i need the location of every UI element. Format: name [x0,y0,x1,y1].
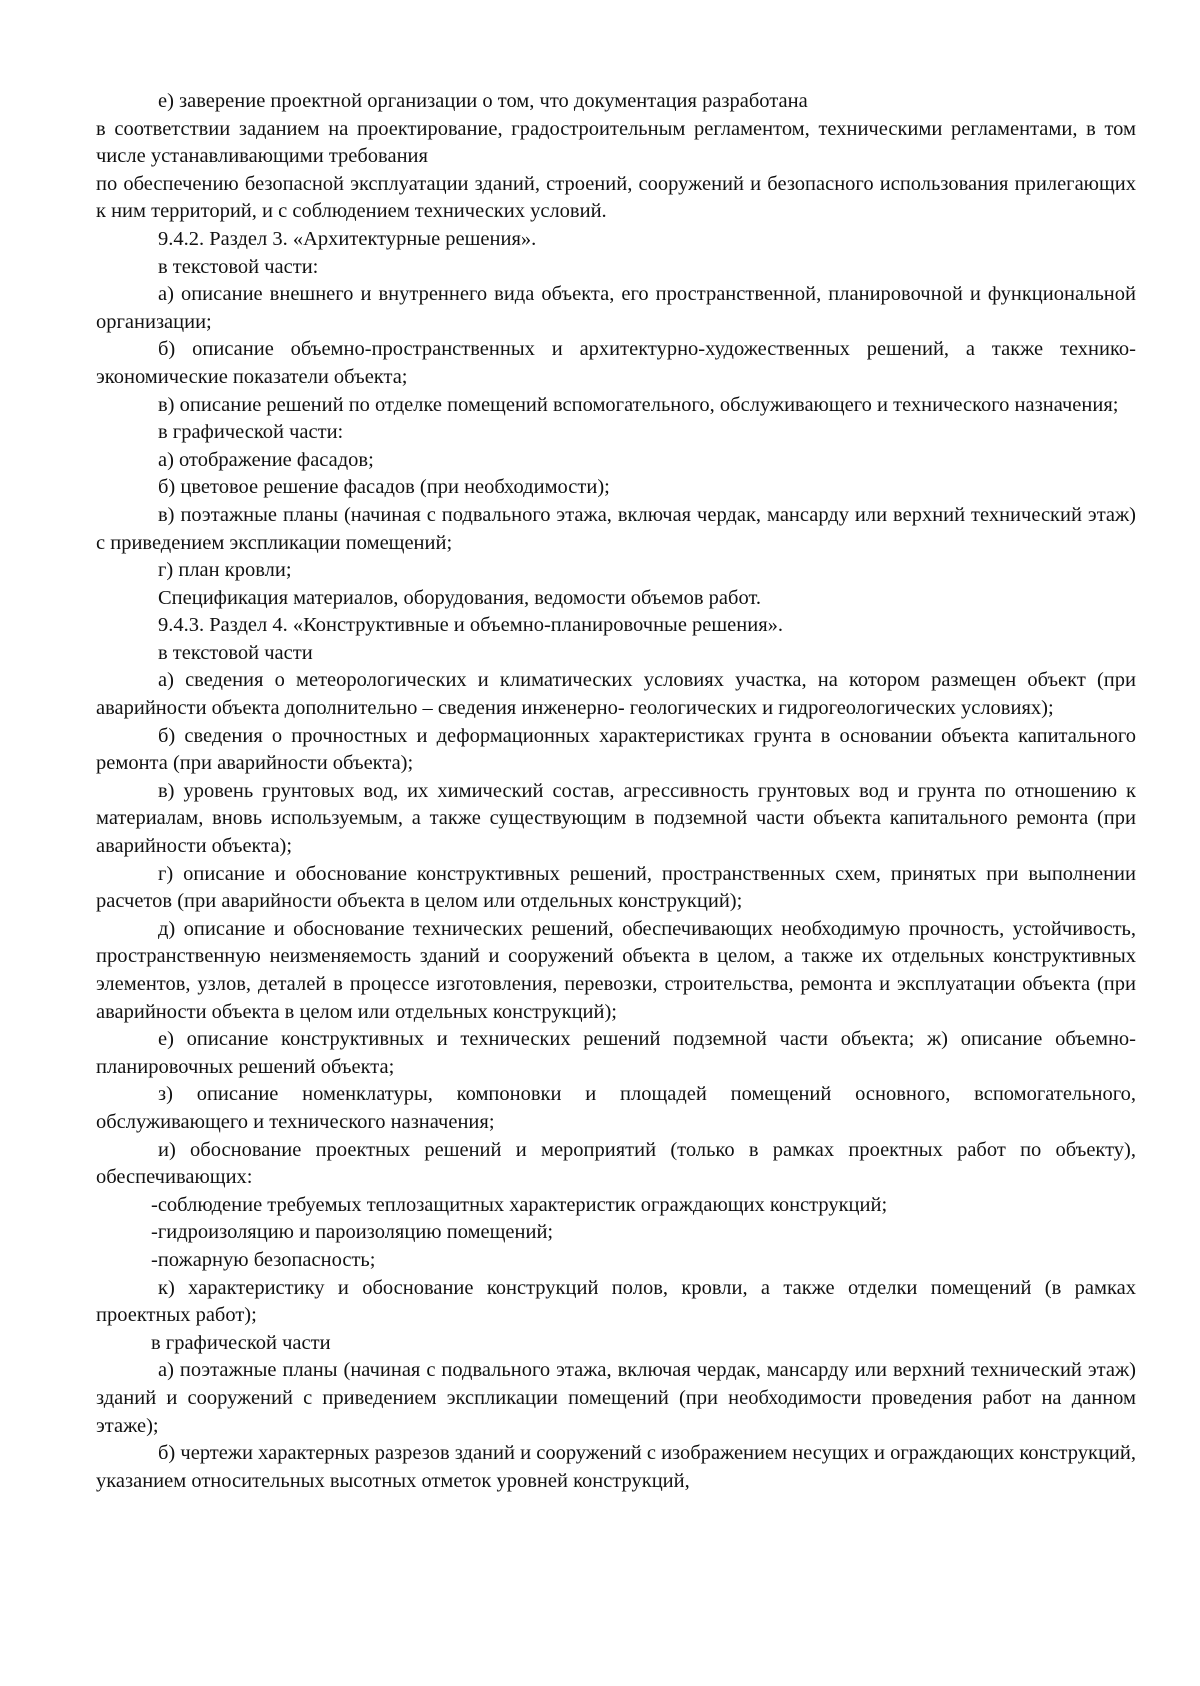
paragraph: по обеспечению безопасной эксплуатации зданий, строений, сооружений и безопасного использования прилегающих к ним территорий, и с соблюдением технических условий. [96,172,1136,223]
paragraph: б) чертежи характерных разрезов зданий и сооружений с изображением несущих и ограждающих конструкций, указанием относительных высотных отметок уровней конструкций, [96,1442,1136,1492]
paragraph: а) сведения о метеорологических и климатических условиях участка, на котором размещен объект (при аварийности объекта дополнительно – сведения инженерно- геологических и гидрогеологических условиях); [96,669,1136,720]
paragraph: -пожарную безопасность; [151,1248,376,1271]
paragraph: -соблюдение требуемых теплозащитных характеристик ограждающих конструкций; [151,1193,888,1216]
paragraph: и) обоснование проектных решений и мероприятий (только в рамках проектных работ по объекту), обеспечивающих: [96,1138,1136,1189]
paragraph: в графической части [151,1331,331,1354]
paragraph: в соответствии заданием на проектирование, градостроительным регламентом, техническими регламентами, в том числе устанавливающими требования [96,117,1136,168]
paragraph: в текстовой части [158,641,313,664]
paragraph: в графической части: [158,421,344,444]
paragraph: б) описание объемно-пространственных и архитектурно-художественных решений, а также технико-экономические показатели объекта; [96,338,1136,388]
paragraph: а) поэтажные планы (начиная с подвального этажа, включая чердак, мансарду или верхний технический этаж) зданий и сооружений с приведением экспликации помещений (при необходимости проведения работ на данном этаже); [96,1359,1136,1437]
paragraph: в текстовой части: [158,255,319,278]
paragraph: в) поэтажные планы (начиная с подвального этажа, включая чердак, мансарду или верхний технический этаж) с приведением экспликации помещений; [96,503,1136,554]
paragraph: Спецификация материалов, оборудования, ведомости объемов работ. [158,586,761,609]
paragraph: д) описание и обоснование технических решений, обеспечивающих необходимую прочность, устойчивость, пространственную неизменяемость зданий и сооружений объекта в целом, а также их отдельных конструктивных элементов, узлов, деталей в процессе изготовления, перевозки, строительства, ремонта и эксплуатации объекта (при аварийности объекта в целом или отдельных конструкций); [96,917,1136,1023]
paragraph: е) заверение проектной организации о том, что документация разработана [158,90,808,112]
paragraph: е) описание конструктивных и технических решений подземной части объекта; ж) описание объемно-планировочных решений объекта; [96,1028,1136,1078]
paragraph: б) цветовое решение фасадов (при необходимости); [158,476,610,499]
paragraph: 9.4.3. Раздел 4. «Конструктивные и объемно-планировочные решения». [158,614,784,637]
paragraph: а) описание внешнего и внутреннего вида объекта, его пространственной, планировочной и функциональной организации; [96,283,1136,333]
paragraph: г) план кровли; [158,559,292,582]
paragraph: в) уровень грунтовых вод, их химический состав, агрессивность грунтовых вод и грунта по отношению к материалам, вновь используемым, а также существующим в подземной части объекта капитального ремонта (при аварийности объекта); [96,779,1136,858]
document-page [96,88,1136,1495]
paragraph: а) отображение фасадов; [158,448,374,471]
paragraph: г) описание и обоснование конструктивных решений, пространственных схем, принятых при выполнении расчетов (при аварийности объекта в целом или отдельных конструкций); [96,862,1136,913]
paragraph: -гидроизоляцию и пароизоляцию помещений; [151,1221,554,1244]
paragraph: з) описание номенклатуры, компоновки и площадей помещений основного, вспомогательного, обслуживающего и технического назначения; [96,1083,1136,1133]
paragraph: б) сведения о прочностных и деформационных характеристиках грунта в основании объекта капитального ремонта (при аварийности объекта); [96,724,1136,775]
paragraph: в) описание решений по отделке помещений вспомогательного, обслуживающего и технического назначения; [158,393,1119,416]
paragraph: к) характеристику и обоснование конструкций полов, кровли, а также отделки помещений (в рамках проектных работ); [96,1276,1136,1327]
paragraph: 9.4.2. Раздел 3. «Архитектурные решения». [158,227,537,250]
